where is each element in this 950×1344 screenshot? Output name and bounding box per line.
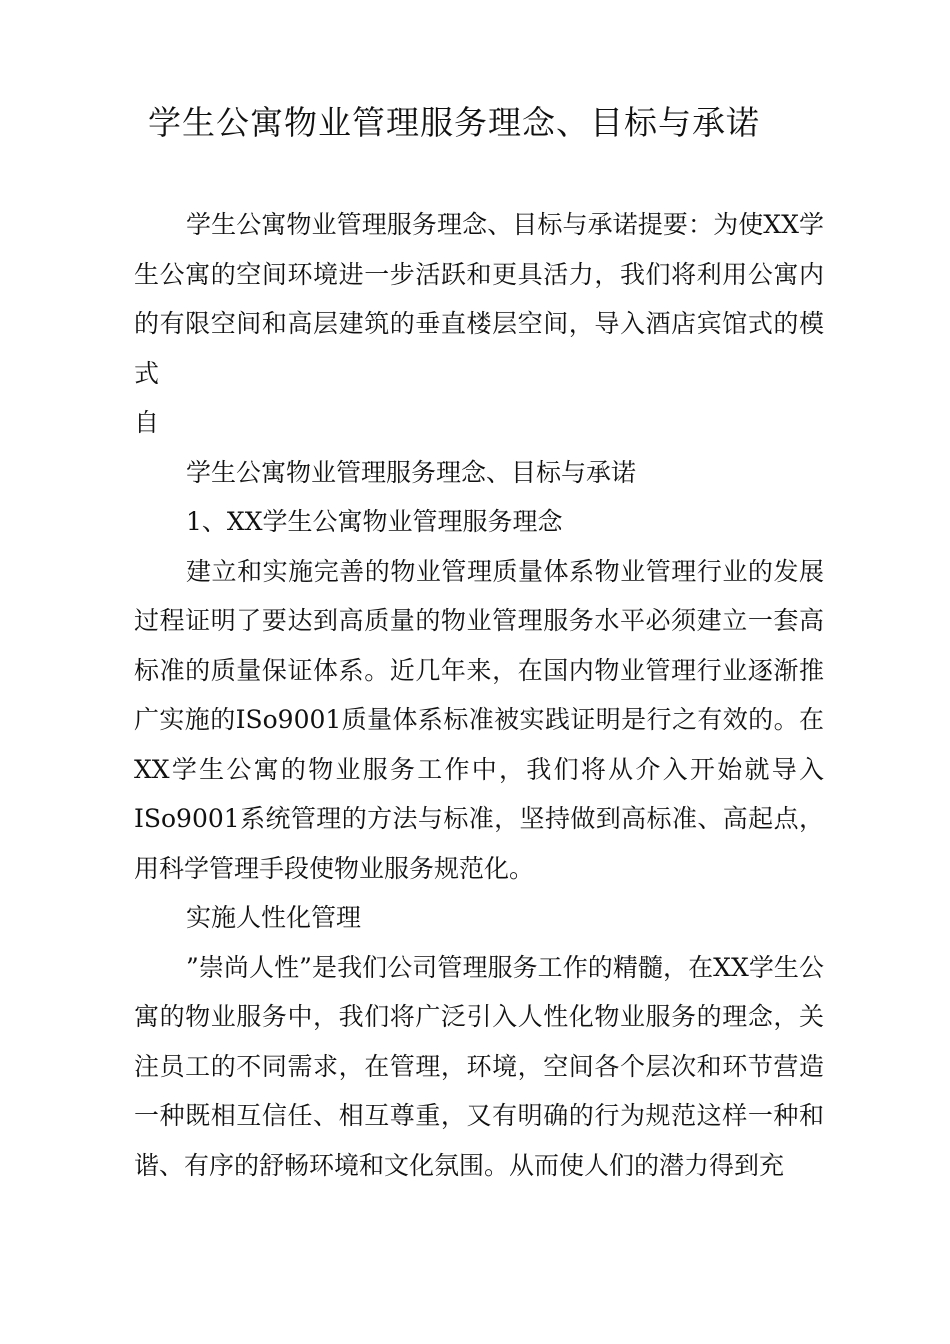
section-heading: 学生公寓物业管理服务理念、目标与承诺 bbox=[186, 457, 637, 487]
document-body bbox=[134, 200, 824, 1190]
paragraph-quality-system: 建立和实施完善的物业管理质量体系物业管理行业的发展过程证明了要达到高质量的物业管理服务水平必须建立一套高标准的质量保证体系。近几年来，在国内物业管理行业逐渐推广实施的ISo9001质量体系标准被实践证明是行之有效的。在XX学生公寓的物业服务工作中，我们将从介入开始就导入ISo9001系统管理的方法与标准，坚持做到高标准、高起点，用科学管理手段使物业服务规范化。 bbox=[134, 556, 824, 883]
subsection-heading-concept: 1、XX学生公寓物业管理服务理念 bbox=[186, 507, 563, 536]
document-title: 学生公寓物业管理服务理念、目标与承诺 bbox=[148, 103, 760, 142]
subsection-heading-humanized: 实施人性化管理 bbox=[186, 903, 362, 932]
paragraph-fragment: 自 bbox=[134, 408, 160, 437]
paragraph-humanized-management: ”崇尚人性”是我们公司管理服务工作的精髓，在XX学生公寓的物业服务中，我们将广泛引入人性化物业服务的理念，关注员工的不同需求，在管理，环境，空间各个层次和环节营造一种既相互信任、相互尊重，又有明确的行为规范这样一种和谐、有序的舒畅环境和文化氛围。从而使人们的潜力得到充 bbox=[134, 952, 824, 1180]
paragraph-summary: 学生公寓物业管理服务理念、目标与承诺提要：为使XX学生公寓的空间环境进一步活跃和更具活力，我们将利用公寓内的有限空间和高层建筑的垂直楼层空间，导入酒店宾馆式的模式 bbox=[134, 210, 824, 388]
